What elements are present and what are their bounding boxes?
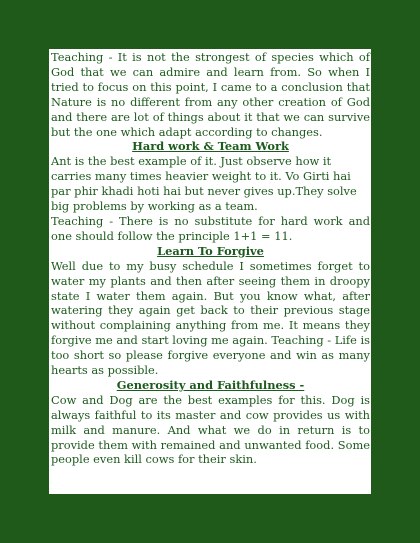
hard-work-paragraph: Ant is the best example of it. Just observe how it carries many times heavier weight to it. Vo Girti hai par phir khadi hoti hai but never gives up.They solve big problems by working as a team. <box>51 154 357 214</box>
section-heading-generosity: Generosity and Faithfulness - <box>116 377 305 392</box>
section-heading-forgive: Learn To Forgive <box>157 243 264 258</box>
hard-work-teaching-paragraph: Teaching - There is no substitute for hard work and one should follow the principle 1+1 = 11. <box>51 213 370 243</box>
section-heading-hard-work: Hard work & Team Work <box>132 139 289 154</box>
document-page <box>49 49 371 494</box>
generosity-paragraph: Cow and Dog are the best examples for this. Dog is always faithful to its master and cow provides us with milk and manure. And what we do in return is to provide them with remained and unwanted food. Some people even kill cows for their skin. <box>51 392 370 467</box>
forgive-paragraph: Well due to my busy schedule I sometimes forget to water my plants and then after seeing them in droopy state I water them again. But you know what, after watering they again get back to their previous stage without complaining anything from me. It means they forgive me and start loving me again. Teaching - Life is too short so please forgive everyone and win as many hearts as possible. <box>51 258 370 378</box>
intro-paragraph: Teaching - It is not the strongest of species which of God that we can admire and learn from. So when I tried to focus on this point, I came to a conclusion that Nature is no different from any other creation of God and there are lot of things about it that we can survive but the one which adapt according to changes. <box>51 50 370 139</box>
